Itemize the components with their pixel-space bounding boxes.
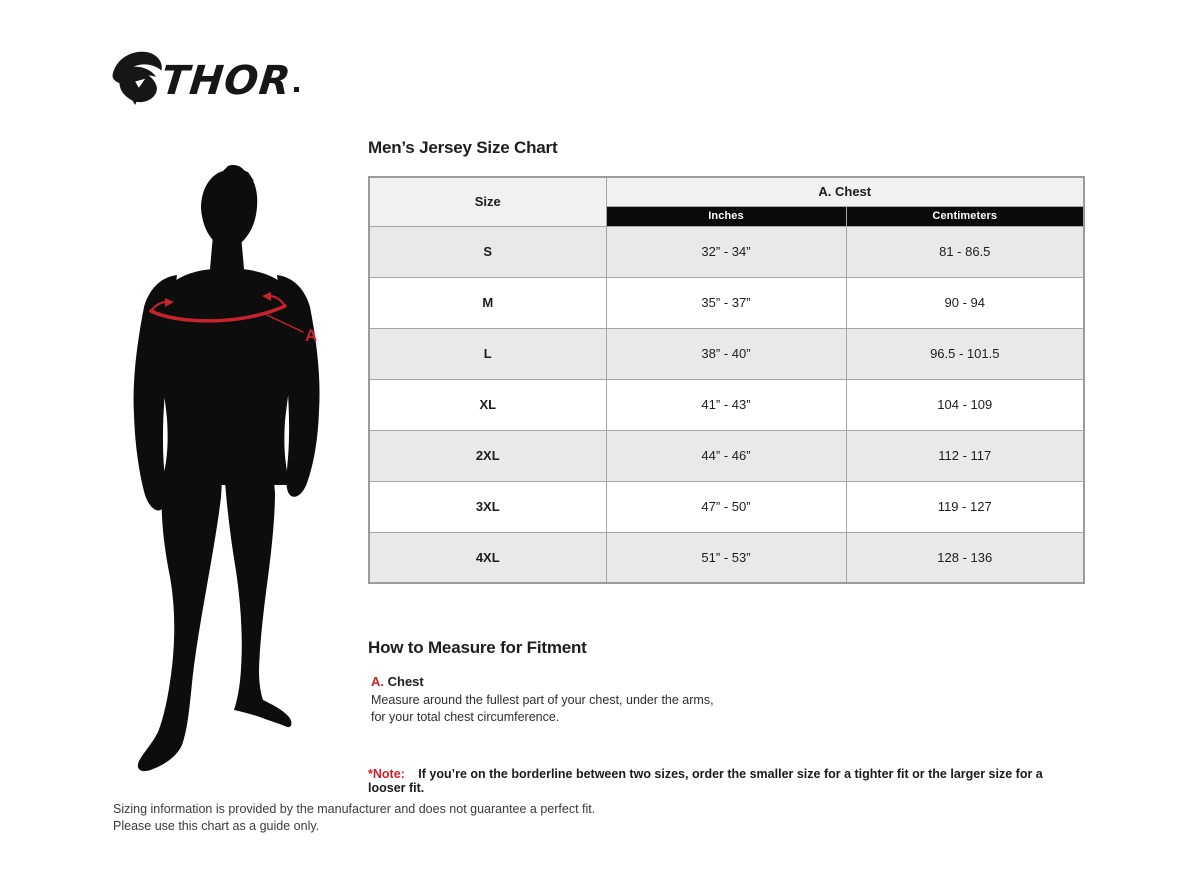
disclaimer-line-2: Please use this chart as a guide only. [113,818,320,833]
inches-cell: 32” - 34” [606,226,846,277]
size-chart-title: Men’s Jersey Size Chart [368,138,558,157]
size-cell: 2XL [369,430,606,481]
size-cell: M [369,277,606,328]
size-cell: 3XL [369,481,606,532]
thor-horned-head-icon [108,46,166,106]
centimeters-cell: 90 - 94 [846,277,1084,328]
disclaimer [113,801,595,835]
size-chart-table [368,176,1085,584]
table-row [369,481,1084,532]
brand-logo [108,46,299,106]
size-note [368,767,1068,795]
measure-name: Chest [387,674,424,689]
centimeters-cell: 112 - 117 [846,430,1084,481]
inches-cell: 35” - 37” [606,277,846,328]
chest-label-a: A [305,326,318,345]
measure-description: Measure around the fullest part of your chest, under the arms, for your total chest circumference. [371,693,714,724]
note-label: *Note: [368,767,405,781]
table-row [369,328,1084,379]
centimeters-cell: 104 - 109 [846,379,1084,430]
silhouette-shape [134,165,320,771]
column-header-chest: A. Chest [606,177,1084,206]
centimeters-cell: 96.5 - 101.5 [846,328,1084,379]
column-header-size: Size [369,177,606,226]
column-header-centimeters: Centimeters [846,206,1084,226]
centimeters-cell: 119 - 127 [846,481,1084,532]
table-row [369,226,1084,277]
inches-cell: 51” - 53” [606,532,846,583]
table-row [369,379,1084,430]
male-silhouette-figure [115,163,340,788]
how-to-measure-heading: How to Measure for Fitment [368,638,587,657]
size-cell: XL [369,379,606,430]
column-header-inches: Inches [606,206,846,226]
inches-cell: 38” - 40” [606,328,846,379]
brand-name: THOR [159,58,294,104]
measure-item-title [371,674,731,689]
inches-cell: 47” - 50” [606,481,846,532]
table-row [369,430,1084,481]
note-text: If you’re on the borderline between two sizes, order the smaller size for a tighter fit or the larger size for a looser fit. [368,767,1043,795]
table-row [369,532,1084,583]
logo-dot [294,87,299,92]
size-cell: L [369,328,606,379]
measure-item-chest [371,674,731,726]
size-cell: 4XL [369,532,606,583]
table-row [369,277,1084,328]
inches-cell: 44” - 46” [606,430,846,481]
disclaimer-line-1: Sizing information is provided by the manufacturer and does not guarantee a perfect fit. [113,802,596,816]
centimeters-cell: 128 - 136 [846,532,1084,583]
inches-cell: 41” - 43” [606,379,846,430]
size-cell: S [369,226,606,277]
centimeters-cell: 81 - 86.5 [846,226,1084,277]
measure-key: A. [371,674,384,689]
